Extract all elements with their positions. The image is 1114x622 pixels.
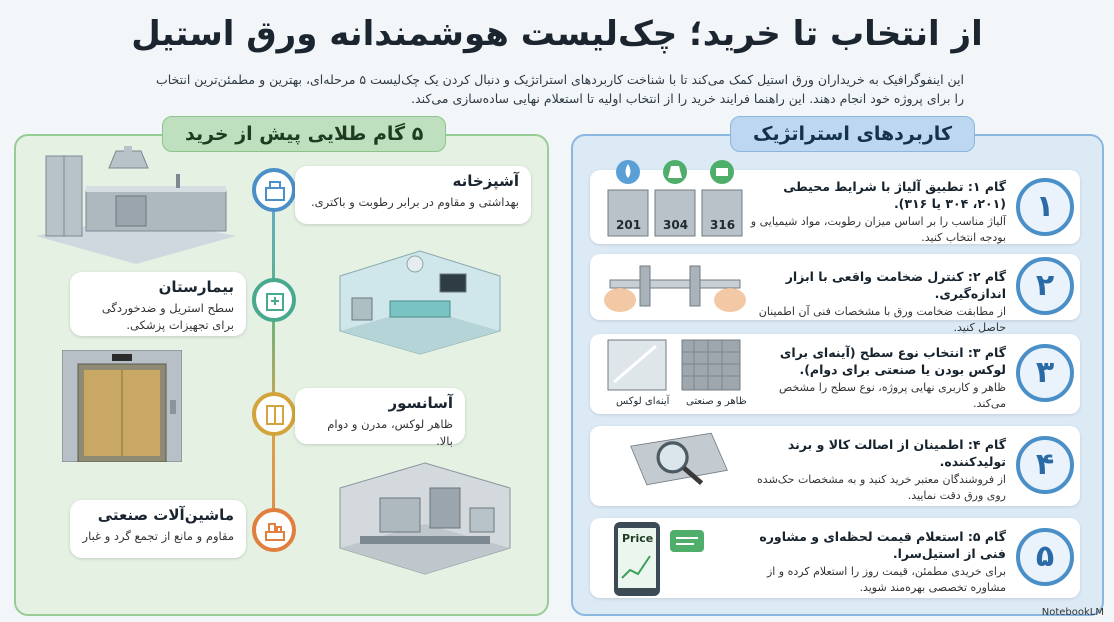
alloy-201-label: 201	[616, 218, 642, 232]
step-1-text	[746, 178, 1006, 246]
factory-illustration	[330, 458, 520, 578]
industrial-card	[70, 500, 246, 558]
step-2-heading: گام ۲: کنترل ضخامت واقعی با ابزار اندازه‌گیری.	[785, 269, 1006, 301]
step-4-card	[590, 426, 1080, 506]
hospital-desc: سطح استریل و ضدخوردگی برای تجهیزات پزشکی.	[101, 301, 234, 332]
step-5-number: ۵	[1016, 528, 1074, 586]
step-2-text	[756, 268, 1006, 336]
step-4-text	[756, 436, 1006, 504]
elevator-desc: ظاهر لوکس، مدرن و دوام بالا.	[327, 417, 453, 448]
kitchen-heading: آشپزخانه	[452, 172, 519, 190]
industrial-icon	[252, 508, 296, 552]
kitchen-card	[295, 166, 531, 224]
hospital-heading: بیمارستان	[158, 278, 234, 296]
step-4-heading: گام ۴: اطمینان از اصالت کالا و برند تولیدکننده.	[787, 437, 1006, 469]
timeline-line	[272, 170, 275, 550]
step-3-heading: گام ۳: انتخاب نوع سطح (آینه‌ای برای لوکس بودن یا صنعتی برای دوام).	[779, 345, 1006, 377]
caliper-illustration	[600, 258, 750, 316]
step-2-desc: از مطابقت ضخامت ورق با مشخصات فنی آن اطمینان حاصل کنید.	[758, 305, 1006, 334]
elevator-heading: آسانسور	[388, 394, 453, 412]
hospital-icon	[252, 278, 296, 322]
alloy-304-label: 304	[663, 218, 689, 232]
step-5-text	[756, 528, 1006, 596]
step-3-card	[590, 334, 1080, 414]
step-1-heading: گام ۱: تطبیق آلیاژ با شرایط محیطی (۲۰۱، ۳۰۴ یا ۳۱۶).	[783, 179, 1006, 211]
step-3-number: ۳	[1016, 344, 1074, 402]
industrial-heading: ماشین‌آلات صنعتی	[97, 506, 234, 524]
elevator-illustration	[62, 350, 182, 462]
price-label: Price	[622, 532, 654, 545]
step-5-heading: گام ۵: استعلام قیمت لحظه‌ای و مشاوره فنی از استیل‌سرا.	[759, 529, 1006, 561]
left-panel-title: ۵ گام طلایی پیش از خرید	[162, 116, 446, 152]
alloy-316-label: 316	[710, 218, 736, 232]
step-5-desc: برای خریدی مطمئن، قیمت روز را استعلام کرده و از مشاوره تخصصی بهره‌مند شوید.	[766, 565, 1006, 594]
hospital-card	[70, 272, 246, 336]
kitchen-desc: بهداشتی و مقاوم در برابر رطوبت و باکتری.	[310, 195, 519, 209]
industrial-surface-label: ظاهر و صنعتی	[686, 396, 747, 407]
step-2-number: ۲	[1016, 257, 1074, 315]
step-3-desc: ظاهر و کاربری نهایی پروژه، نوع سطح را مشخص می‌کند.	[779, 381, 1006, 410]
step-4-number: ۴	[1016, 436, 1074, 494]
kitchen-illustration	[36, 146, 236, 266]
page-title: از انتخاب تا خرید؛ چک‌لیست هوشمندانه ورق استیل	[131, 14, 983, 54]
brand-label: NotebookLM	[1041, 607, 1104, 618]
industrial-desc: مقاوم و مانع از تجمع گرد و غبار	[82, 529, 234, 543]
hospital-illustration	[330, 246, 510, 356]
magnifier-illustration	[600, 430, 750, 488]
surface-samples	[600, 338, 750, 414]
price-phone-illustration	[600, 522, 750, 598]
right-panel-title: کاربردهای استراتژیک	[730, 116, 975, 152]
step-4-desc: از فروشندگان معتبر خرید کنید و به مشخصات حک‌شده روی ورق دقت نمایید.	[757, 473, 1006, 502]
step-2-card	[590, 254, 1080, 334]
elevator-card	[295, 388, 465, 448]
step-3-text	[756, 344, 1006, 412]
step-5-card	[590, 518, 1080, 598]
elevator-icon	[252, 392, 296, 436]
mirror-surface-label: آینه‌ای لوکس	[616, 396, 670, 407]
step-1-card	[590, 170, 1080, 244]
intro-text: این اینفوگرافیک به خریداران ورق استیل کمک می‌کند تا با شناخت کاربردهای استراتژیک و دنبال کردن یک چک‌لیست ۵ مرحله‌ای، بهترین و مطمئن‌ترین انتخاب را برای پروژه خود انجام دهند. این راهنما فرایند خرید را از انتخاب اولیه تا استعلام نهایی ساده‌سازی می‌کند.	[155, 72, 964, 106]
step-1-number: ۱	[1016, 178, 1074, 236]
step-1-desc: آلیاژ مناسب را بر اساس میزان رطوبت، مواد شیمیایی و بودجه انتخاب کنید.	[750, 215, 1006, 244]
alloy-samples	[600, 158, 750, 242]
kitchen-icon	[252, 168, 296, 212]
